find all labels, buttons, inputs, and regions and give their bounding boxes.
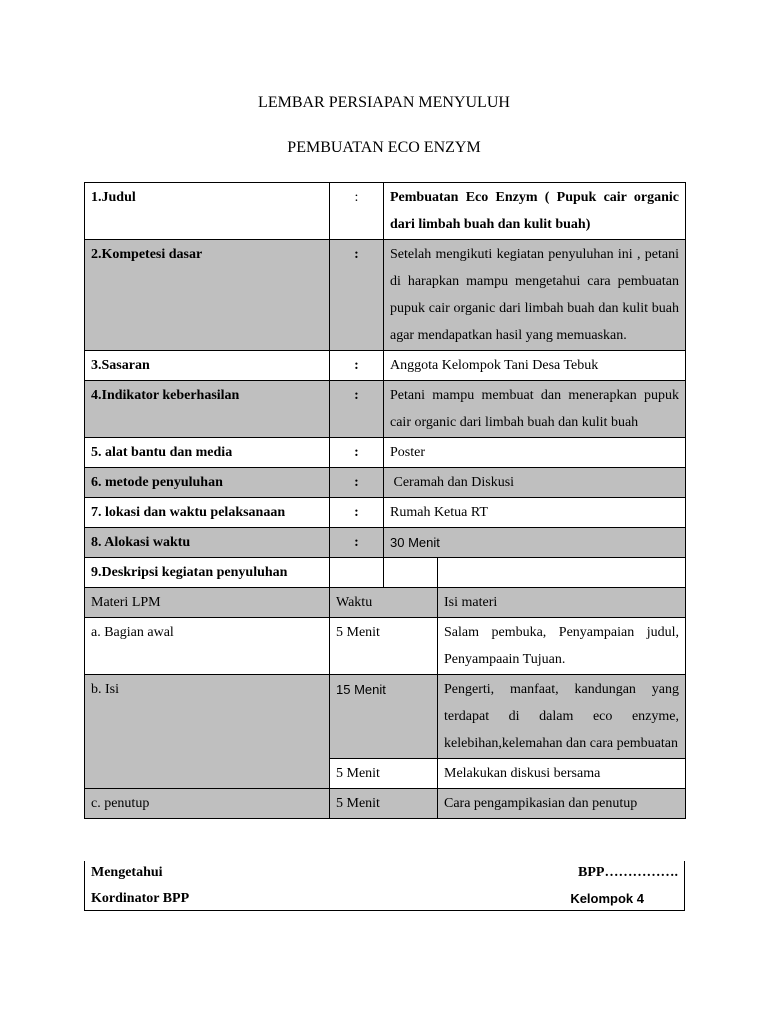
lpm-isi: Salam pembuka, Penyampaian judul, Penyampaain Tujuan. (438, 618, 686, 675)
colon: : (330, 468, 384, 498)
row-value: Rumah Ketua RT (384, 498, 686, 528)
lpm-waktu: 5 Menit (330, 618, 438, 675)
lpm-isi: Cara pengampikasian dan penutup (438, 789, 686, 819)
row-label: 4.Indikator keberhasilan (85, 381, 330, 438)
header-materi: Materi LPM (85, 588, 330, 618)
table-row (85, 498, 686, 528)
signature-footer (84, 861, 685, 911)
colon: : (330, 351, 384, 381)
lpm-isi: Melakukan diskusi bersama (438, 759, 686, 789)
kelompok-label: Kelompok 4 (570, 891, 644, 906)
table-row (85, 351, 686, 381)
lpm-waktu: 15 Menit (330, 675, 438, 759)
empty-cell (330, 558, 384, 588)
kordinator-label: Kordinator BPP (91, 891, 190, 906)
lpm-materi: c. penutup (85, 789, 330, 819)
empty-cell (438, 558, 686, 588)
colon: : (330, 381, 384, 438)
table-row (85, 240, 686, 351)
preparation-table (84, 182, 686, 819)
document-subtitle: PEMBUATAN ECO ENZYM (287, 139, 481, 156)
lpm-row (85, 789, 686, 819)
document-title: LEMBAR PERSIAPAN MENYULUH (258, 94, 510, 111)
row-value: Poster (384, 438, 686, 468)
lpm-waktu: 5 Menit (330, 759, 438, 789)
colon: : (330, 438, 384, 468)
row-value: Ceramah dan Diskusi (384, 468, 686, 498)
mengetahui-label: Mengetahui (91, 865, 163, 880)
row-label: 2.Kompetesi dasar (85, 240, 330, 351)
colon: : (330, 183, 384, 240)
row-label: 6. metode penyuluhan (85, 468, 330, 498)
colon: : (330, 528, 384, 558)
deskripsi-label: 9.Deskripsi kegiatan penyuluhan (85, 558, 330, 588)
lpm-materi: b. Isi (85, 675, 330, 789)
header-isi: Isi materi (438, 588, 686, 618)
row-value: Setelah mengikuti kegiatan penyuluhan ini , petani di harapkan mampu mengetahui cara pembuatan pupuk cair organic dari limbah buah dan kulit buah agar mendapatkan hasil yang memuaskan. (384, 240, 686, 351)
row-label: 1.Judul (85, 183, 330, 240)
lpm-materi: a. Bagian awal (85, 618, 330, 675)
row-value: Pembuatan Eco Enzym ( Pupuk cair organic dari limbah buah dan kulit buah) (384, 183, 686, 240)
lpm-isi: Pengerti, manfaat, kandungan yang terdapat di dalam eco enzyme, kelebihan,kelemahan dan cara pembuatan (438, 675, 686, 759)
table-row (85, 558, 686, 588)
table-row (85, 183, 686, 240)
row-label: 3.Sasaran (85, 351, 330, 381)
row-label: 8. Alokasi waktu (85, 528, 330, 558)
colon: : (330, 240, 384, 351)
lpm-waktu: 5 Menit (330, 789, 438, 819)
row-value: Anggota Kelompok Tani Desa Tebuk (384, 351, 686, 381)
row-value: 30 Menit (384, 528, 686, 558)
lpm-row (85, 618, 686, 675)
table-row (85, 381, 686, 438)
row-value: Petani mampu membuat dan menerapkan pupuk cair organic dari limbah buah dan kulit buah (384, 381, 686, 438)
bpp-label: BPP……………. (578, 865, 678, 880)
empty-cell (384, 558, 438, 588)
row-label: 7. lokasi dan waktu pelaksanaan (85, 498, 330, 528)
lpm-header-row (85, 588, 686, 618)
header-waktu: Waktu (330, 588, 438, 618)
table-row (85, 438, 686, 468)
table-row (85, 528, 686, 558)
table-row (85, 468, 686, 498)
lpm-row (85, 675, 686, 759)
colon: : (330, 498, 384, 528)
row-label: 5. alat bantu dan media (85, 438, 330, 468)
